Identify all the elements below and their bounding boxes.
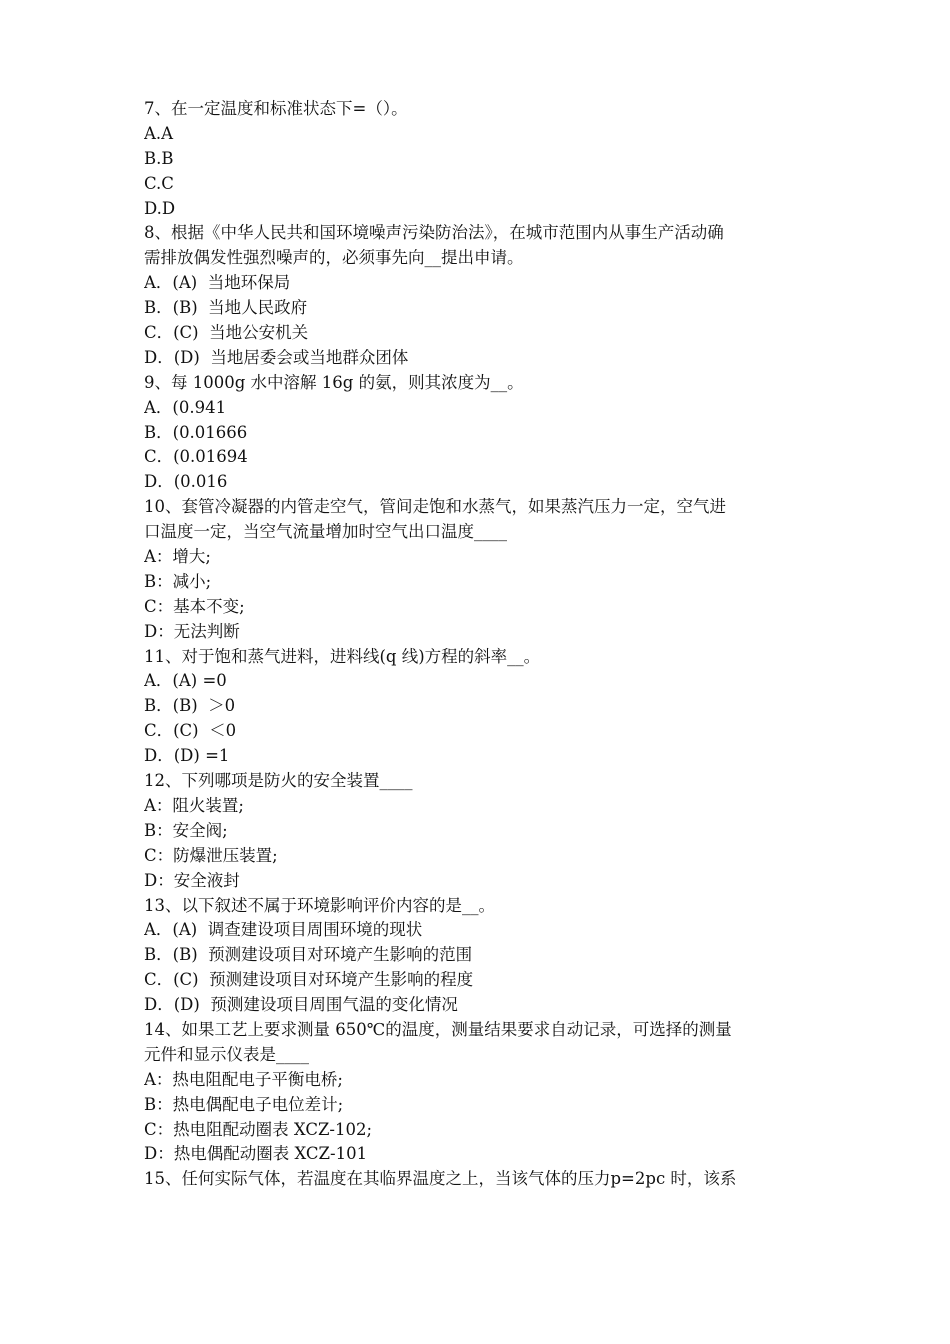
question-text-block (144, 97, 824, 1192)
text-line: D．(0.016 (144, 472, 228, 492)
text-line: 12、下列哪项是防火的安全装置____ (144, 771, 413, 791)
text-line: B．(B) ＞0 (144, 696, 236, 716)
text-line: D：热电偶配动圈表 XCZ-101 (144, 1144, 368, 1164)
text-line: C：热电阻配动圈表 XCZ-102; (144, 1119, 373, 1139)
text-line: C.C (144, 173, 174, 193)
text-line: C：防爆泄压装置; (144, 845, 278, 865)
text-line: 7、在一定温度和标准状态下=（）。 (144, 99, 408, 118)
text-line: 9、每 1000g 水中溶解 16g 的氨，则其浓度为__。 (144, 372, 524, 392)
text-line: 元件和显示仪表是____ (144, 1044, 309, 1064)
text-line: B：减小; (144, 571, 212, 591)
text-line: C．(C) ＜0 (144, 721, 237, 741)
text-line: B．(B) 预测建设项目对环境产生影响的范围 (144, 945, 473, 965)
text-line: B．(0.01666 (144, 422, 248, 442)
text-line: D．(D) =1 (144, 746, 230, 766)
text-line: D．(D) 预测建设项目周围气温的变化情况 (144, 995, 458, 1015)
text-line: 13、以下叙述不属于环境影响评价内容的是__。 (144, 895, 495, 915)
text-line: C．(0.01694 (144, 447, 248, 467)
text-line: 10、套管冷凝器的内管走空气，管间走饱和水蒸气，如果蒸汽压力一定，空气进 (144, 497, 726, 517)
text-line: D．(D) 当地居委会或当地群众团体 (144, 347, 409, 367)
text-line: C．(C) 当地公安机关 (144, 323, 309, 343)
text-line: A：增大; (144, 547, 211, 567)
text-line: D：无法判断 (144, 621, 240, 641)
text-line: B．(B) 当地人民政府 (144, 298, 308, 318)
text-line: A．(0.941 (144, 397, 227, 417)
text-line: 15、任何实际气体，若温度在其临界温度之上，当该气体的压力p=2pc 时，该系 (144, 1169, 737, 1189)
text-line: C：基本不变; (144, 596, 245, 616)
text-line: A.A (144, 123, 174, 143)
text-line: B.B (144, 148, 174, 168)
text-line: 11、对于饱和蒸气进料，进料线(q 线)方程的斜率__。 (144, 646, 541, 666)
text-line: B：安全阀; (144, 820, 228, 840)
text-line: A．(A) 当地环保局 (144, 273, 291, 293)
text-line: 需排放偶发性强烈噪声的，必须事先向__提出申请。 (144, 248, 524, 268)
text-line: D.D (144, 198, 176, 218)
text-line: D：安全液封 (144, 870, 240, 890)
text-line: A．(A) =0 (144, 671, 227, 691)
text-line: B：热电偶配电子电位差计; (144, 1094, 344, 1114)
text-line: C．(C) 预测建设项目对环境产生影响的程度 (144, 970, 474, 990)
text-line: A：热电阻配电子平衡电桥; (144, 1069, 343, 1089)
text-line: A：阻火装置; (144, 795, 244, 815)
text-line: 14、如果工艺上要求测量 650℃的温度，测量结果要求自动记录，可选择的测量 (144, 1019, 732, 1039)
text-line: 口温度一定，当空气流量增加时空气出口温度____ (144, 522, 507, 542)
text-line: A．(A) 调查建设项目周围环境的现状 (144, 920, 423, 940)
text-line: 8、根据《中华人民共和国环境噪声污染防治法》，在城市范围内从事生产活动确 (144, 223, 724, 243)
